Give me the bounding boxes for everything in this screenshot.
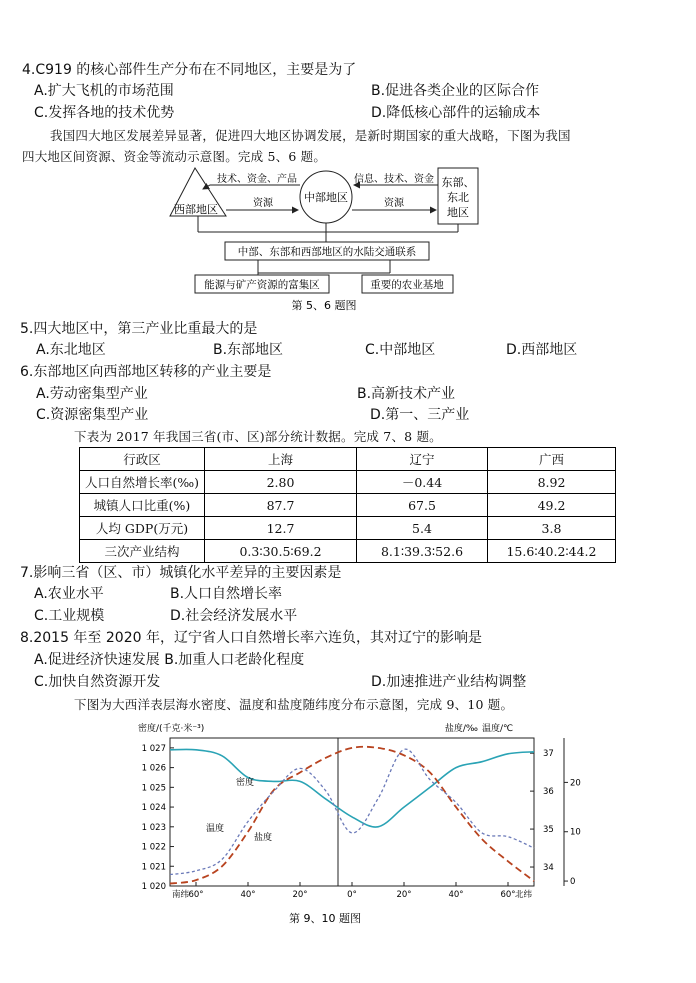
east-label-3: 地区 [447,206,469,219]
q7-option-a: A.农业水平 [34,586,104,602]
density-tick-label: 1 027 [141,743,166,754]
q8-option-ab: A.促进经济快速发展 B.加重人口老龄化程度 [34,652,305,668]
q4-option-b: B.促进各类企业的区际合作 [371,83,540,99]
west-label: 西部地区 [174,203,218,216]
region-flow-diagram [168,166,480,316]
temperature-tick-label: 20 [570,778,581,789]
intro-5-6-line1: 我国四大地区发展差异显著，促进四大地区协调发展，是新时期国家的重大战略，下图为我国 [50,128,571,143]
q6-option-c: C.资源密集型产业 [36,407,149,423]
x-tick-label: 北纬 [514,890,532,900]
table-header-cell: 广西 [488,448,616,471]
east-label-2: 东北 [447,191,469,204]
x-tick-label: 40° [240,890,256,900]
table-cell: －0.44 [357,471,488,494]
table-cell: 城镇人口比重(%) [80,494,205,517]
q5-option-a: A.东北地区 [36,342,106,358]
chart-caption: 第 9、10 题图 [289,912,361,925]
q8-option-c: C.加快自然资源开发 [34,674,161,690]
x-tick-label: 40° [448,890,464,900]
table-header-row [80,448,616,471]
table-cell: 人均 GDP(万元) [80,517,205,540]
density-tick-label: 1 026 [141,763,166,774]
agri-label: 重要的农业基地 [370,279,444,291]
table-cell: 8.92 [488,471,616,494]
table-row [80,517,616,540]
y-axis-label-temperature: 温度/℃ [482,724,514,734]
x-tick-label: 20° [292,890,308,900]
density-tick-label: 1 021 [141,862,166,873]
q5-option-d: D.西部地区 [506,342,578,358]
density-tick-label: 1 023 [141,822,166,833]
table-header-cell: 辽宁 [357,448,488,471]
salinity-tick-label: 35 [543,825,554,836]
q7-option-c: C.工业规模 [34,608,105,624]
x-tick-label: 南纬 [172,890,190,900]
table-row [80,494,616,517]
salinity-series-label: 盐度 [254,833,273,843]
q4-option-d: D.降低核心部件的运输成本 [371,105,541,121]
x-tick-label: 60° [500,890,516,900]
salinity-tick-label: 34 [543,863,554,874]
q6-option-d: D.第一、三产业 [370,407,470,423]
temperature-tick-label: 10 [570,827,581,838]
density-series-label: 密度 [236,778,255,788]
table-cell: 87.7 [205,494,357,517]
x-tick-label: 60° [188,890,204,900]
temperature-series-label: 温度 [206,824,225,834]
central-label: 中部地区 [304,191,348,204]
intro-5-6-line2: 四大地区间资源、资金等流动示意图。完成 5、6 题。 [22,149,327,164]
top-right-flow-label: 信息、技术、资金 [354,174,434,185]
temperature-tick-label: 0 [570,877,576,888]
temperature-series-line [170,747,534,884]
table-cell: 5.4 [357,517,488,540]
q7-option-d: D.社会经济发展水平 [170,608,298,624]
q7-stem: 7.影响三省（区、市）城镇化水平差异的主要因素是 [20,565,342,581]
table-row [80,540,616,563]
x-tick-label: 20° [396,890,412,900]
table-header-cell: 上海 [205,448,357,471]
density-tick-label: 1 020 [141,882,166,892]
top-left-flow-label: 技术、资金、产品 [217,174,297,185]
q7-option-b: B.人口自然增长率 [170,586,283,602]
q4-option-c: C.发挥各地的技术优势 [34,105,175,121]
table-header-cell: 行政区 [80,448,205,471]
intro-7-8: 下表为 2017 年我国三省(市、区)部分统计数据。完成 7、8 题。 [74,429,442,444]
q6-option-b: B.高新技术产业 [357,386,456,402]
table-cell: 8.1∶39.3∶52.6 [357,540,488,563]
table-cell: 三次产业结构 [80,540,205,563]
table-cell: 15.6∶40.2∶44.2 [488,540,616,563]
salinity-tick-label: 37 [543,749,554,760]
intro-9-10: 下图为大西洋表层海水密度、温度和盐度随纬度分布示意图，完成 9、10 题。 [74,697,514,712]
q5-stem: 5.四大地区中，第三产业比重最大的是 [20,321,258,337]
diagram-caption: 第 5、6 题图 [291,299,357,312]
stats-table [79,447,616,563]
salinity-tick-label: 36 [543,787,554,798]
table-cell: 人口自然增长率(‰) [80,471,205,494]
density-tick-label: 1 024 [141,803,166,814]
y-axis-label-density: 密度/(千克·米⁻³) [138,724,205,734]
q8-option-d: D.加速推进产业结构调整 [371,674,527,690]
q6-option-a: A.劳动密集型产业 [36,386,148,402]
q5-option-b: B.东部地区 [213,342,284,358]
q6-stem: 6.东部地区向西部地区转移的产业主要是 [20,364,272,380]
table-cell: 0.3∶30.5∶69.2 [205,540,357,563]
q5-option-c: C.中部地区 [365,342,436,358]
east-label-1: 东部、 [441,176,475,189]
arrow-central-to-west [203,185,300,189]
salinity-series-line [170,749,534,874]
transport-label: 中部、东部和西部地区的水陆交通联系 [237,246,417,258]
density-tick-label: 1 022 [141,842,166,853]
density-tick-label: 1 025 [141,783,166,794]
q4-option-a: A.扩大飞机的市场范围 [34,83,174,99]
resource-left-label: 资源 [253,198,273,209]
q8-stem: 8.2015 年至 2020 年，辽宁省人口自然增长率六连负，其对辽宁的影响是 [20,630,482,646]
table-cell: 3.8 [488,517,616,540]
table-cell: 12.7 [205,517,357,540]
energy-label: 能源与矿产资源的富集区 [204,279,320,291]
q4-stem: 4.C919 的核心部件生产分布在不同地区，主要是为了 [22,62,357,78]
table-cell: 2.80 [205,471,357,494]
resource-right-label: 资源 [384,198,404,209]
density-series-line [170,749,534,827]
table-cell: 49.2 [488,494,616,517]
atlantic-density-temp-salinity-chart [120,718,581,928]
x-tick-label: 0° [347,890,357,900]
y-axis-label-salinity: 盐度/‰ [444,724,478,734]
table-cell: 67.5 [357,494,488,517]
table-row [80,471,616,494]
